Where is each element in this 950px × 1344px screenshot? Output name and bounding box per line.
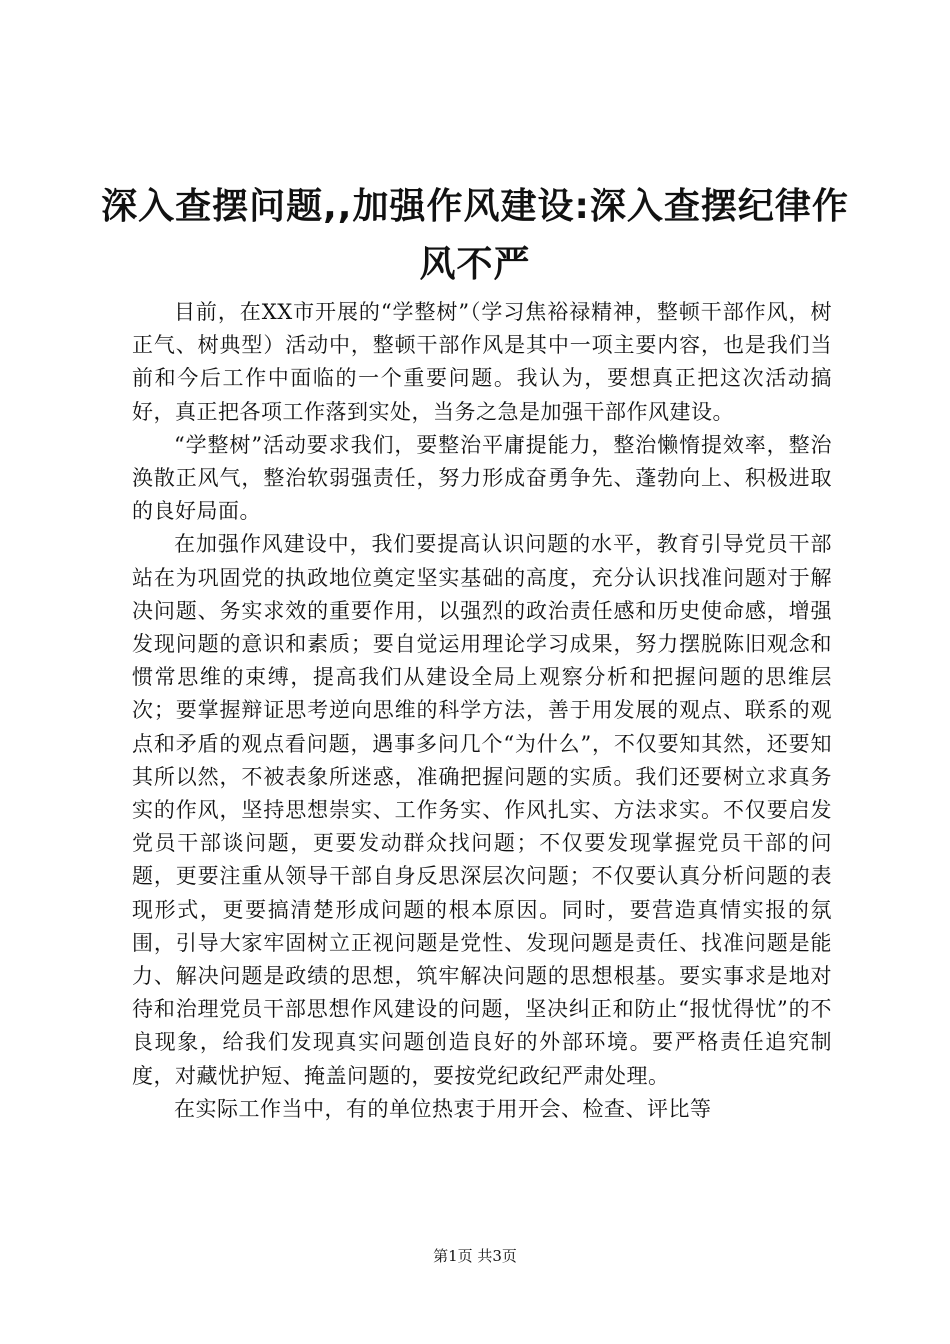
paragraph-1: 目前，在XX市开展的“学整树”（学习焦裕禄精神，整顿干部作风，树正气、树典型）活动中，整顿干部作风是其中一项主要内容，也是我们当前和今后工作中面临的一个重要问题。我认为，要想真正把这次活动搞好，真正把各项工作落到实处，当务之急是加强干部作风建设。 <box>132 300 832 424</box>
document-body <box>132 296 832 1126</box>
paragraph-2: “学整树”活动要求我们，要整治平庸提能力，整治懒惰提效率，整治涣散正风气，整治软弱强责任，努力形成奋勇争先、蓬勃向上、积极进取的良好局面。 <box>132 432 832 524</box>
paragraph-4: 在实际工作当中，有的单位热衷于用开会、检查、评比等 <box>174 1096 712 1121</box>
page-number-footer: 第1页 共3页 <box>433 1247 517 1265</box>
document-title: 深入查摆问题,,加强作风建设:深入查摆纪律作风不严 <box>101 186 849 285</box>
paragraph-3: 在加强作风建设中，我们要提高认识问题的水平，教育引导党员干部站在为巩固党的执政地位奠定坚实基础的高度，充分认识找准问题对于解决问题、务实求效的重要作用，以强烈的政治责任感和历史使命感，增强发现问题的意识和素质；要自觉运用理论学习成果，努力摆脱陈旧观念和惯常思维的束缚，提高我们从建设全局上观察分析和把握问题的思维层次；要掌握辩证思考逆向思维的科学方法，善于用发展的观点、联系的观点和矛盾的观点看问题，遇事多问几个“为什么”，不仅要知其然，还要知其所以然，不被表象所迷惑，准确把握问题的实质。我们还要树立求真务实的作风，坚持思想崇实、工作务实、作风扎实、方法求实。不仅要启发党员干部谈问题，更要发动群众找问题；不仅要发现掌握党员干部的问题，更要注重从领导干部自身反思深层次问题；不仅要认真分析问题的表现形式，更要搞清楚形成问题的根本原因。同时，要营造真情实报的氛围，引导大家牢固树立正视问题是党性、发现问题是责任、找准问题是能力、解决问题是政绩的思想，筑牢解决问题的思想根基。要实事求是地对待和治理党员干部思想作风建设的问题，坚决纠正和防止“报忧得忧”的不良现象，给我们发现真实问题创造良好的外部环境。要严格责任追究制度，对藏忧护短、掩盖问题的，要按党纪政纪严肃处理。 <box>132 532 832 1088</box>
